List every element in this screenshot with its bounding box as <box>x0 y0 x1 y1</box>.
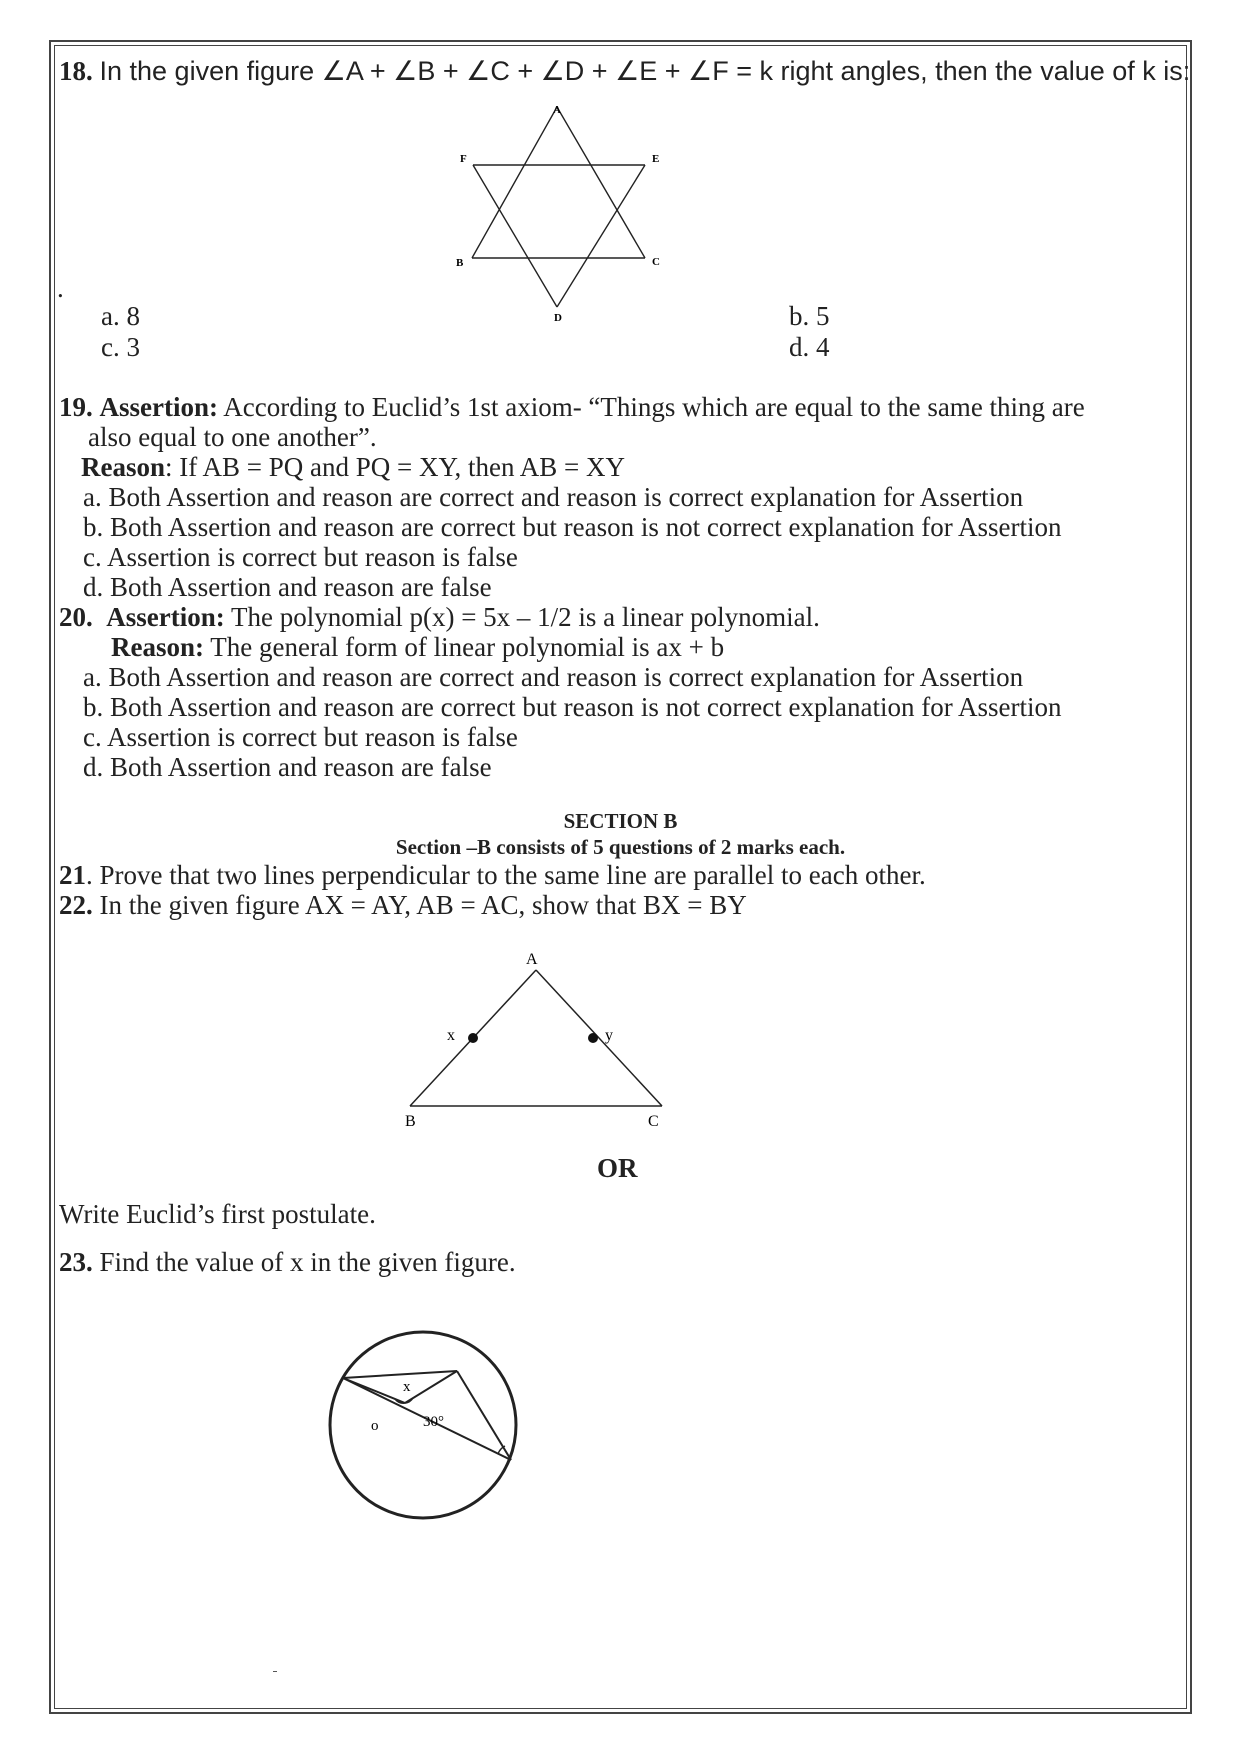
option-a: a. 8 <box>101 301 140 331</box>
question-number: 22. <box>59 890 93 920</box>
reason-label: Reason: <box>111 632 204 662</box>
question-number: 18. <box>59 56 93 86</box>
question-text: Find the value of x in the given figure. <box>99 1247 516 1277</box>
point-y <box>588 1033 598 1043</box>
question-19-reason <box>81 451 625 483</box>
label-c: C <box>652 256 660 268</box>
question-number: 19. <box>59 392 93 422</box>
question-text: . Prove that two lines perpendicular to the same line are parallel to each other. <box>86 860 926 890</box>
reason-text: The general form of linear polynomial is ax + b <box>210 632 725 662</box>
label-d: D <box>554 312 562 324</box>
triangle-figure <box>395 948 680 1133</box>
label-angle: 30° <box>423 1414 444 1430</box>
section-title: SECTION B <box>563 809 678 833</box>
label-x: x <box>403 1379 411 1395</box>
question-text: In the given figure ∠A + ∠B + ∠C + ∠D + ∠E + ∠F = k right angles, then the value of k is: <box>99 56 1191 86</box>
point-x <box>468 1033 478 1043</box>
question-number: 23. <box>59 1247 93 1277</box>
label-e: E <box>652 153 660 165</box>
reason-text: : If AB = PQ and PQ = XY, then AB = XY <box>165 452 625 482</box>
side-a-c <box>536 970 662 1106</box>
stray-mark <box>273 1671 277 1672</box>
question-22 <box>59 889 747 921</box>
label-a: A <box>526 951 538 968</box>
label-c: C <box>648 1113 659 1130</box>
question-23 <box>59 1246 516 1278</box>
q19-option-c: c. Assertion is correct but reason is false <box>83 542 518 572</box>
assertion-text-continued: also equal to one another”. <box>88 422 377 452</box>
reason-label: Reason <box>81 452 166 482</box>
line-f-d <box>473 165 557 307</box>
question-20-assertion <box>59 601 820 633</box>
star-figure <box>440 95 680 330</box>
section-subtitle: Section –B consists of 5 questions of 2 marks each. <box>395 835 846 859</box>
option-d: d. 4 <box>789 332 830 362</box>
q19-option-b: b. Both Assertion and reason are correct but reason is not correct explanation for Assertion <box>83 512 1062 542</box>
or-label: OR <box>597 1153 638 1183</box>
label-f: F <box>460 153 467 165</box>
q19-option-a: a. Both Assertion and reason are correct and reason is correct explanation for Assertion <box>83 482 1024 512</box>
q20-option-a: a. Both Assertion and reason are correct and reason is correct explanation for Assertion <box>83 662 1024 692</box>
q19-option-d: d. Both Assertion and reason are false <box>83 572 492 602</box>
question-18 <box>59 55 1190 87</box>
label-centre: o <box>371 1418 379 1434</box>
q20-option-d: d. Both Assertion and reason are false <box>83 752 492 782</box>
assertion-label: Assertion: <box>99 392 218 422</box>
question-21 <box>59 859 926 891</box>
stray-dot: . <box>57 273 64 303</box>
alternative-question: Write Euclid’s first postulate. <box>59 1199 376 1229</box>
label-b: B <box>405 1113 416 1130</box>
label-x: x <box>447 1027 455 1044</box>
question-number: 20. <box>59 602 93 632</box>
question-20-reason <box>111 631 724 663</box>
label-a: A <box>553 104 561 116</box>
assertion-label: Assertion: <box>106 602 225 632</box>
chord-top <box>343 1371 457 1378</box>
question-19-assertion <box>59 391 1085 423</box>
circle-figure <box>315 1318 530 1533</box>
option-b: b. 5 <box>789 301 830 331</box>
label-y: y <box>605 1027 613 1044</box>
question-number: 21 <box>59 860 86 890</box>
label-b: B <box>456 257 464 269</box>
q20-option-c: c. Assertion is correct but reason is false <box>83 722 518 752</box>
assertion-text: According to Euclid’s 1st axiom- “Things which are equal to the same thing are <box>223 392 1085 422</box>
q20-option-b: b. Both Assertion and reason are correct but reason is not correct explanation for Assertion <box>83 692 1062 722</box>
assertion-text: The polynomial p(x) = 5x – 1/2 is a linear polynomial. <box>231 602 820 632</box>
option-c: c. 3 <box>101 332 140 362</box>
question-text: In the given figure AX = AY, AB = AC, show that BX = BY <box>99 890 747 920</box>
